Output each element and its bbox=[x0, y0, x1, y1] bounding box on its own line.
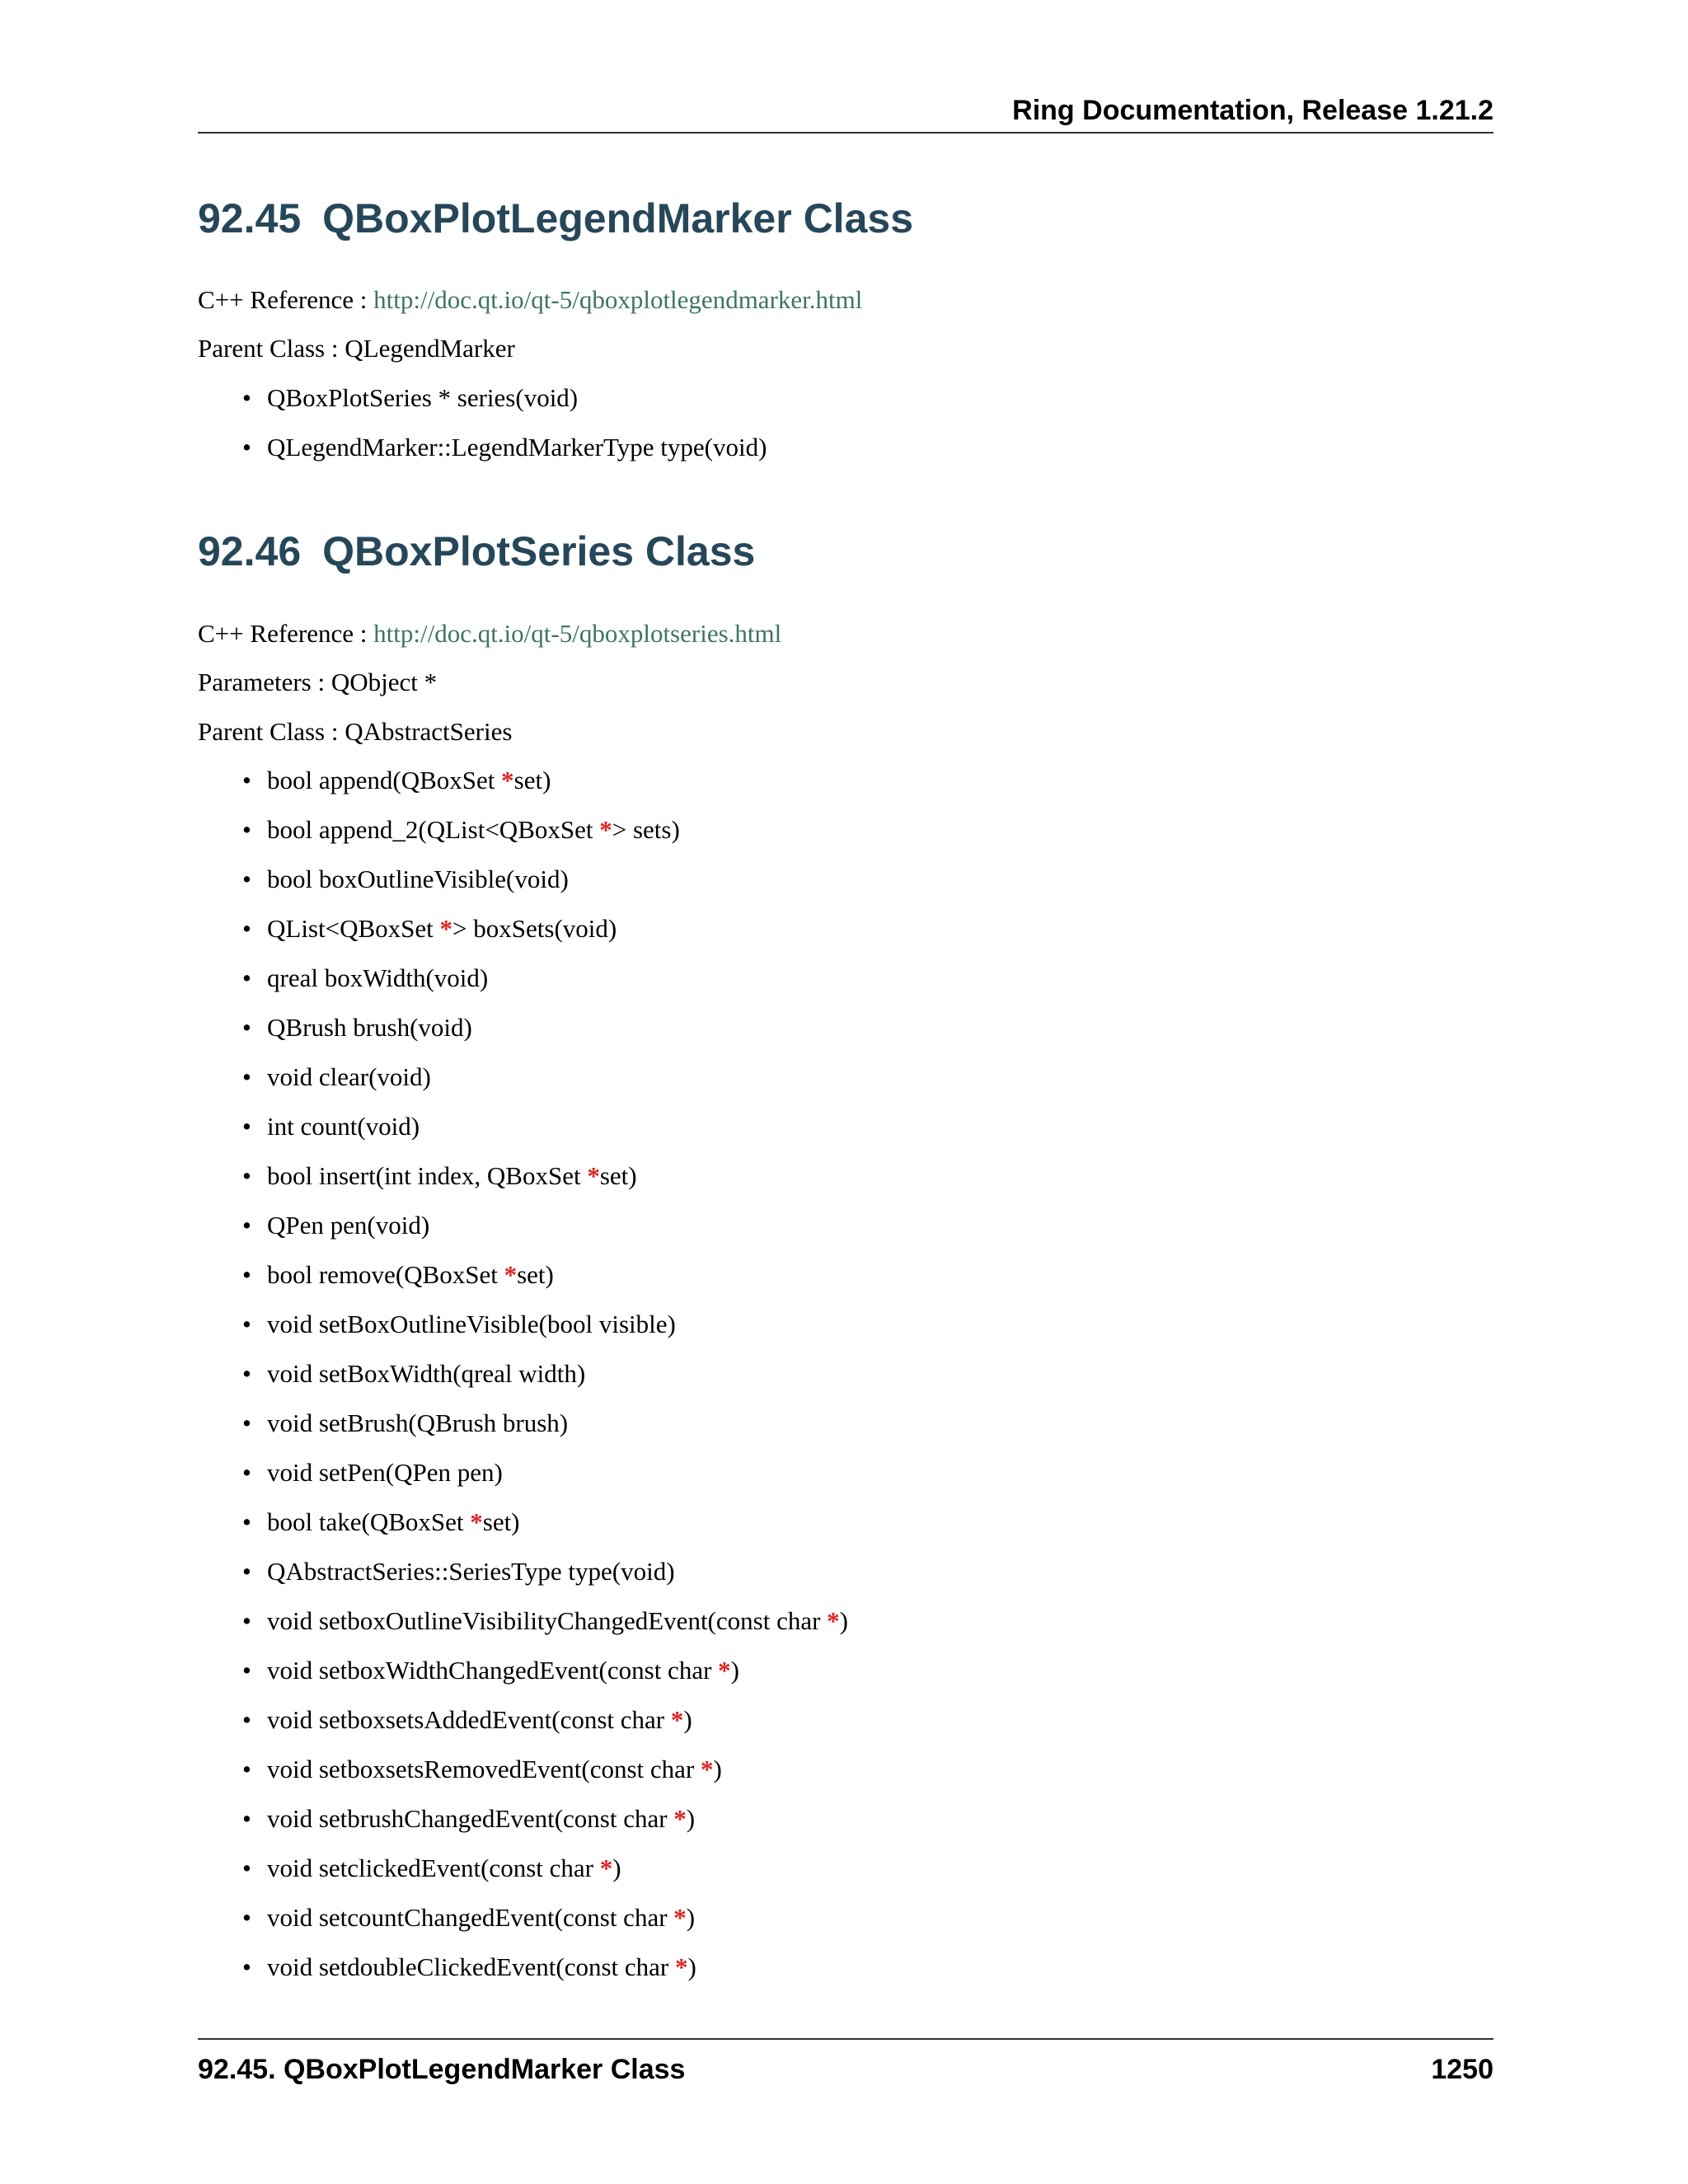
bullet-icon: • bbox=[242, 1408, 251, 1437]
method-item bbox=[198, 863, 848, 912]
method-signature: QBoxPlotSeries * series(void) bbox=[267, 383, 579, 412]
method-signature: bool insert(int index, QBoxSet *set) bbox=[267, 1161, 637, 1190]
method-signature: void setbrushChangedEvent(const char *) bbox=[267, 1804, 696, 1833]
method-signature: int count(void) bbox=[267, 1112, 420, 1141]
method-signature: void setboxsetsAddedEvent(const char *) bbox=[267, 1705, 692, 1734]
parent-class-line bbox=[198, 715, 512, 748]
cpp-reference-link[interactable]: http://doc.qt.io/qt-5/qboxplotlegendmarker.html bbox=[373, 285, 863, 314]
bullet-icon: • bbox=[242, 1507, 251, 1536]
section-number: 92.46 bbox=[198, 528, 302, 574]
method-list-qboxplotseries bbox=[198, 764, 848, 2000]
method-signature: void setBrush(QBrush brush) bbox=[267, 1408, 569, 1437]
method-list-qboxplotlegendmarker bbox=[198, 382, 767, 480]
pointer-star: * bbox=[827, 1606, 840, 1635]
method-item bbox=[198, 1110, 848, 1160]
method-item bbox=[198, 1852, 848, 1901]
page-number: 1250 bbox=[1431, 2054, 1493, 2085]
parent-class-label: Parent Class : bbox=[198, 717, 339, 746]
method-item bbox=[198, 1951, 848, 2000]
bullet-icon: • bbox=[242, 433, 251, 462]
running-header-title: Ring Documentation, Release 1.21.2 bbox=[1012, 95, 1493, 126]
pointer-star: * bbox=[673, 1903, 687, 1932]
cpp-reference-link[interactable]: http://doc.qt.io/qt-5/qboxplotseries.html bbox=[373, 619, 782, 648]
method-item bbox=[198, 1258, 848, 1308]
pointer-star: * bbox=[718, 1656, 731, 1685]
bullet-icon: • bbox=[242, 963, 251, 992]
bullet-icon: • bbox=[242, 914, 251, 943]
method-signature: bool boxOutlineVisible(void) bbox=[267, 865, 569, 893]
bullet-icon: • bbox=[242, 1310, 251, 1338]
method-signature: void setclickedEvent(const char *) bbox=[267, 1854, 621, 1882]
section-heading-qboxplotseries bbox=[198, 525, 755, 578]
bullet-icon: • bbox=[242, 1161, 251, 1190]
method-item bbox=[198, 1555, 848, 1605]
method-item bbox=[198, 1753, 848, 1802]
pointer-star: * bbox=[470, 1507, 483, 1536]
method-item bbox=[198, 1654, 848, 1704]
pointer-star: * bbox=[599, 815, 612, 844]
method-item bbox=[198, 912, 848, 962]
bullet-icon: • bbox=[242, 1260, 251, 1289]
pointer-star: * bbox=[670, 1705, 684, 1734]
bullet-icon: • bbox=[242, 1755, 251, 1783]
method-signature: void setdoubleClickedEvent(const char *) bbox=[267, 1952, 696, 1981]
method-item bbox=[198, 1011, 848, 1061]
pointer-star: * bbox=[599, 1854, 613, 1882]
method-signature: bool append_2(QList<QBoxSet *> sets) bbox=[267, 815, 680, 844]
method-item bbox=[198, 764, 848, 813]
bullet-icon: • bbox=[242, 1062, 251, 1091]
parameters-value: QObject * bbox=[331, 668, 438, 696]
method-item bbox=[198, 1704, 848, 1753]
method-item bbox=[198, 1901, 848, 1951]
method-signature: QAbstractSeries::SeriesType type(void) bbox=[267, 1557, 675, 1586]
method-item bbox=[198, 382, 767, 431]
bullet-icon: • bbox=[242, 865, 251, 893]
running-footer bbox=[198, 2038, 1493, 2091]
method-item bbox=[198, 1605, 848, 1654]
parent-class-value: QLegendMarker bbox=[345, 334, 515, 363]
method-item bbox=[198, 1061, 848, 1110]
method-item bbox=[198, 962, 848, 1011]
method-item bbox=[198, 1209, 848, 1258]
method-signature: void setboxsetsRemovedEvent(const char *) bbox=[267, 1755, 722, 1783]
cpp-reference-line bbox=[198, 284, 862, 316]
method-item bbox=[198, 1506, 848, 1555]
bullet-icon: • bbox=[242, 1359, 251, 1388]
pointer-star: * bbox=[587, 1161, 600, 1190]
parent-class-label: Parent Class : bbox=[198, 334, 339, 363]
bullet-icon: • bbox=[242, 1211, 251, 1240]
pointer-star: * bbox=[673, 1804, 687, 1833]
cpp-reference-label: C++ Reference : bbox=[198, 285, 368, 314]
method-signature: void setboxOutlineVisibilityChangedEvent(const char *) bbox=[267, 1606, 848, 1635]
pointer-star: * bbox=[504, 1260, 518, 1289]
pointer-star: * bbox=[675, 1952, 688, 1981]
parent-class-line bbox=[198, 332, 515, 365]
section-title-text: QBoxPlotSeries Class bbox=[322, 528, 756, 574]
bullet-icon: • bbox=[242, 1606, 251, 1635]
bullet-icon: • bbox=[242, 1557, 251, 1586]
method-signature: QLegendMarker::LegendMarkerType type(void) bbox=[267, 433, 767, 462]
bullet-icon: • bbox=[242, 1656, 251, 1685]
pointer-star: * bbox=[701, 1755, 714, 1783]
section-heading-qboxplotlegendmarker bbox=[198, 192, 913, 245]
method-signature: void setboxWidthChangedEvent(const char *) bbox=[267, 1656, 739, 1685]
section-number: 92.45 bbox=[198, 195, 302, 241]
running-header bbox=[198, 89, 1493, 134]
bullet-icon: • bbox=[242, 1458, 251, 1487]
method-signature: bool append(QBoxSet *set) bbox=[267, 766, 551, 794]
footer-section-ref: 92.45. QBoxPlotLegendMarker Class bbox=[198, 2054, 686, 2085]
pointer-star: * bbox=[439, 914, 453, 943]
method-signature: void setPen(QPen pen) bbox=[267, 1458, 503, 1487]
method-item bbox=[198, 1308, 848, 1357]
parameters-line bbox=[198, 666, 437, 699]
method-item bbox=[198, 1456, 848, 1506]
bullet-icon: • bbox=[242, 1112, 251, 1141]
section-title-text: QBoxPlotLegendMarker Class bbox=[322, 195, 913, 241]
method-item bbox=[198, 1160, 848, 1209]
method-item bbox=[198, 1802, 848, 1852]
method-signature: bool take(QBoxSet *set) bbox=[267, 1507, 520, 1536]
bullet-icon: • bbox=[242, 1903, 251, 1932]
method-signature: QBrush brush(void) bbox=[267, 1013, 472, 1042]
bullet-icon: • bbox=[242, 815, 251, 844]
bullet-icon: • bbox=[242, 1013, 251, 1042]
bullet-icon: • bbox=[242, 766, 251, 794]
cpp-reference-label: C++ Reference : bbox=[198, 619, 368, 648]
method-signature: QList<QBoxSet *> boxSets(void) bbox=[267, 914, 617, 943]
bullet-icon: • bbox=[242, 383, 251, 412]
bullet-icon: • bbox=[242, 1952, 251, 1981]
parent-class-value: QAbstractSeries bbox=[345, 717, 513, 746]
method-signature: qreal boxWidth(void) bbox=[267, 963, 489, 992]
cpp-reference-line bbox=[198, 617, 781, 650]
method-signature: void setcountChangedEvent(const char *) bbox=[267, 1903, 696, 1932]
method-signature: void setBoxWidth(qreal width) bbox=[267, 1359, 586, 1388]
method-item bbox=[198, 1357, 848, 1407]
bullet-icon: • bbox=[242, 1705, 251, 1734]
method-item bbox=[198, 431, 767, 480]
method-signature: QPen pen(void) bbox=[267, 1211, 430, 1240]
method-signature: bool remove(QBoxSet *set) bbox=[267, 1260, 554, 1289]
pointer-star: * bbox=[501, 766, 514, 794]
document-page bbox=[198, 0, 1493, 2184]
parameters-label: Parameters : bbox=[198, 668, 326, 696]
bullet-icon: • bbox=[242, 1804, 251, 1833]
bullet-icon: • bbox=[242, 1854, 251, 1882]
method-item bbox=[198, 1407, 848, 1456]
method-signature: void setBoxOutlineVisible(bool visible) bbox=[267, 1310, 676, 1338]
method-signature: void clear(void) bbox=[267, 1062, 431, 1091]
method-item bbox=[198, 813, 848, 863]
